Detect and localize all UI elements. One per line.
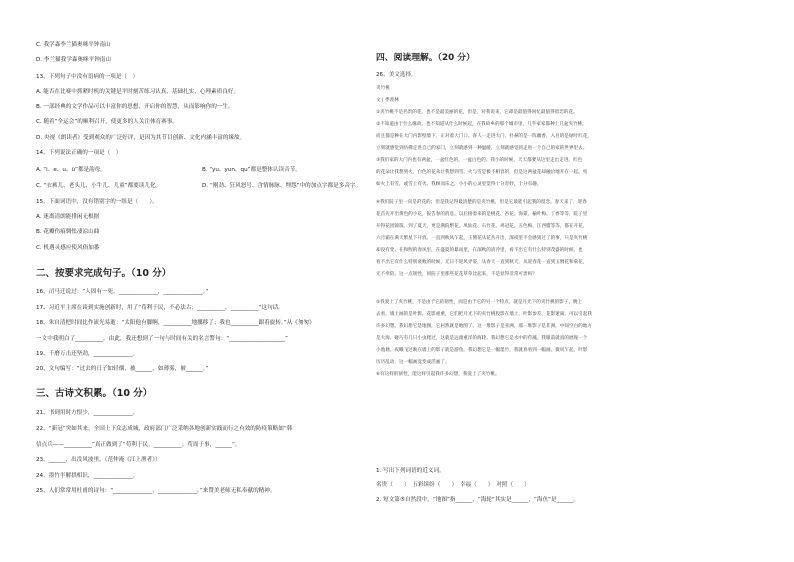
q16: 16、司马迁说过：“人固有一死，______________，______________。” [36, 289, 209, 295]
q14-option-b: B. “yu、yun、qu”都是整体认读音节。 [202, 167, 301, 173]
q14-stem: 14、下列说法正确的一项是（ ） [36, 150, 122, 156]
q18-line2: 一文中我明白了__________。由此，我还想到了一句与时间有关的名言警句：“____________________” [36, 336, 288, 342]
article-para-3c: 如火上有雪，或雪上有火。我顾而乐之，小小的心灵里觉得十分奇妙，十分有趣。 [376, 182, 542, 187]
article-para-3b: 的花朵让我想到火，白色的花朵让我想到雪。火与雪是极不相容的，但是这两盆花却融洽地开在一起，宛 [376, 170, 588, 175]
section3-title: 三、古诗文积累。（10 分） [36, 388, 153, 399]
q12-option-c: C. 我学森李兰猫奥咪平钟南山 [36, 42, 111, 48]
article-para-4b: 花首先开出黄色的小花，报告春的消息。以后接着来的是桃花、杏花、海棠、榆叶梅、丁香等等，院子里 [376, 212, 588, 217]
q22-line2: 信点兵——__________”真正做到了“苟利于民，__________；苟周于事，______”。 [36, 442, 241, 448]
article-para-2c: 立刻就感觉到仿佛走进自己的家门，立刻就感到一种温暖，立刻就感觉到走进一个自己的家的世界里去。 [376, 146, 588, 151]
q15-option-b: B. 花瓣伤痕惆怅凄凉山曲 [36, 229, 100, 235]
q21: 21、书到用时方恨少，______________。 [36, 410, 139, 416]
article-author: 文 | 季羡林 [376, 98, 399, 103]
article-para-1: ①夹竹桃不是名贵的花，也不是最美丽的花，但是，对我说来，它却是最值得回忆最值得留恋的花。 [376, 110, 578, 115]
q26-sub1-items: 名贵（ ） 五彩缤纷（ ） 幸福（ ） 对照（ ） [376, 482, 530, 488]
article-para-3a: ③我们家的大门内也有两盆，一盆红色的，一盆白色的。我小的时候，天天都要从这里走出走进。红色 [376, 158, 583, 163]
article-para-4f: 看不出它有什么特别衰败的时候，无日不迎风弄姿，从春天一直到秋天，从迎春花一直到玉簪花和菊花， [376, 260, 588, 265]
article-title: 夹竹桃 [376, 86, 390, 91]
q22-line1: 22、“新冠”突如其来，全国上下众志成城，政府部门广泛采纳各地创新实践而行之有效的防疫策略如“韩 [36, 426, 293, 432]
q13-option-a: A. 能否在比赛中抓紧时机的关键是平时刻苦练习认真，基础扎实，心理素质良好。 [36, 89, 240, 95]
section2-title: 二、按要求完成句子。（10 分） [36, 268, 172, 279]
article-para-5b: 去看，墙上画的是叶影，花影重重，它们把月光下的夹竹桃投影在墙上，叶影参差，花影迷离，可以引起我 [376, 312, 592, 317]
q13-stem: 13、下列句子中没有语病的一项是（ ） [36, 74, 139, 80]
q26-sub1: 1. 写出下列词语的近义词。 [376, 468, 445, 474]
article-para-4d: 六月霜在满天繁星下开放。一直到秋风乍起，玉簪花从花丛开出，深夜里不会感到过了的事，只是夹竹桃 [376, 236, 588, 241]
article-para-5d: 是大海。碰巧有几只小虫爬过，这就是远渡重洋的海轮。我幻想它是水中的荇藻，我眼前就真的展现一个 [376, 336, 588, 341]
q23: 23、______，出没风波里。（范仲淹《江上渔者》） [36, 457, 161, 463]
q14-option-d: D. “刚劲、狂风怒号、含情脉脉、埋怨”中的加点字都是多音字。 [202, 183, 362, 189]
article-para-6: ⑥有这样的韧性，能这样引起我许多幻想，我爱上了夹竹桃。 [376, 372, 500, 377]
article-para-4e: 却没有变。在和煦的春风里，在盛夏的暴雨里，在深秋的清冷里，看不出它有什么特别茂盛的时候，也 [376, 248, 583, 253]
q26-sub2: 2. 短文第⑤自然段中，“地图”指______，“海轮”其实是______，“海鱼”是______。 [376, 497, 579, 503]
q13-option-c: C. 随着“全运会”的顺利召开，使更多的人关注体育赛事。 [36, 119, 178, 125]
q17: 17、习近平主席在谈到实施创新时，用了“苟利于民，不必法古；__________，__________”这句话。 [36, 305, 284, 311]
q26-label: 26、美文选择。 [376, 72, 417, 78]
q15-stem: 15、下面词语中，没有错别字的一组是（ ）。 [36, 199, 158, 205]
article-para-4g: 无不奉陪。这一点韧性，同院子里那些花花草草比起来，不是显得非常可贵吗？ [376, 272, 537, 277]
q24: 24、墨竹半解拱相识，______________。 [36, 473, 139, 479]
q20: 20、文句编写：“过去的日子如轻烟，被______，如薄雾，被______。” [36, 366, 209, 372]
q14-option-a: A. “i、e、u、ü”都是韵母。 [36, 167, 106, 173]
article-para-5f: 历历乱动，这一幅画竟变成活画了。 [376, 360, 450, 365]
q18-line1: 18、朱自清把时间比作流光易逝：“太阳他有脚啊，__________地挪移了；我也__________跟着旋转。”从《匆匆》 [36, 320, 315, 326]
q14-option-c: C. “衣裤儿、老头儿、小牛儿、儿童”都要读儿化。 [36, 183, 162, 189]
q25: 25、人们常常用杜甫的诗句：“______________，______________。”来赞美老师无私奉献的精神。 [36, 488, 276, 494]
article-para-5e: 小池塘。夜蛾飞过映在墙上的影子就是游鱼。我幻想它是一幅墨竹，我就真看到一幅画。微风乍起，叶影 [376, 348, 588, 353]
q13-option-d: D. 央视《朗读者》受到观众的广泛好评，是因为其节目创新、文化内涵丰富的缘故。 [36, 135, 246, 141]
article-para-2a: ②不知道由于什么缘故，也不知道从什么时候起，在我故乡的那个城市里，几乎家家都种上几盆夹竹桃， [376, 122, 587, 127]
q19: 19、千磨万击还坚劲，______________。 [36, 351, 139, 357]
q15-option-a: A. 迷离清朗能排闲无根据 [36, 214, 100, 220]
section4-title: 四、阅读理解。（20 分） [376, 53, 475, 63]
q12-option-d: D. 李兰猫我学森奥咪平钟南山 [36, 57, 111, 63]
article-para-5a: ⑤我爱上了夹竹桃，不是由于它的韧性，而是由于它的另一个特点，就是月光下的夹竹桃的影子。晚上 [376, 300, 583, 305]
article-para-4a: ④我们院子里一向是莳花的；但是我记得最清楚的是夹竹桃，但是它最能引起我的留恋。春天来了，迎春 [376, 200, 587, 205]
q13-option-b: B. 一部经典的文学作品可以丰富你的思想，开启你的智慧，从而影响你的一生。 [36, 104, 234, 110]
q15-option-c: C. 机遇灵感应使风俗加番 [36, 245, 100, 251]
article-para-4c: 开得花团锦簇。到了夏天，更是满院繁花。凤仙花、石竹花、鸡冠花、五色梅、江西腊等等，都在开花， [376, 224, 588, 229]
article-para-2b: 而且都是种在大门内影壁墙下，正对着大门口。客人一走进大门，扑鼻的是一阵幽香，入目的是绿叶红花， [376, 134, 592, 139]
article-para-5c: 许多幻想。我幻想它是地图，它居然就是地图了。这一堆影子是亚洲，那一堆影子是非洲，中间空白的地方 [376, 324, 592, 329]
